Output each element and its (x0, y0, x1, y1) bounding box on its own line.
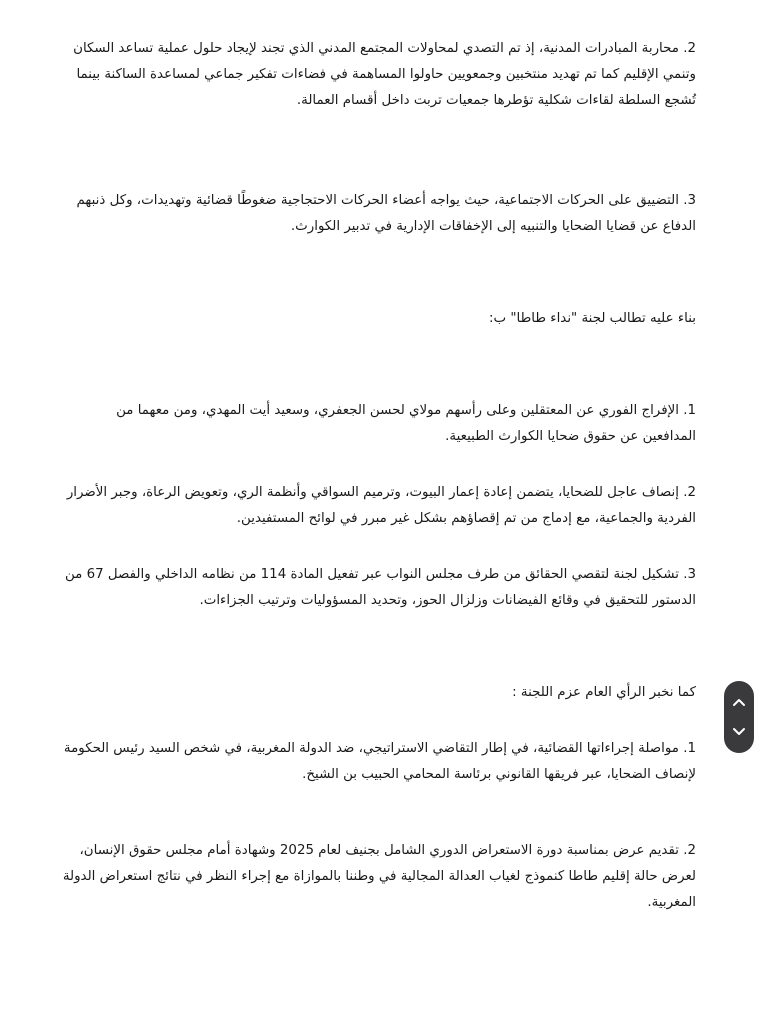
spacer (60, 240, 696, 306)
chevron-down-icon[interactable] (732, 727, 746, 737)
spacer (60, 706, 696, 736)
paragraph-demand-compensation: 2. إنصاف عاجل للضحايا، يتضمن إعادة إعمار البيوت، وترميم السواقي وأنظمة الري، وتعويض الرعاة، وجبر الأضرار الفردية والجماعية، مع إدماج من تم إقصاؤهم بشكل غير مبرر في لوائح المستفيدين. (66, 485, 696, 526)
spacer (60, 114, 696, 188)
paragraph-committee-intent: كما نخبر الرأي العام عزم اللجنة : (512, 685, 696, 700)
document-page (60, 36, 696, 916)
chevron-up-icon[interactable] (732, 697, 746, 707)
spacer (60, 788, 696, 838)
spacer (60, 614, 696, 680)
paragraph-demands-intro: بناء عليه تطالب لجنة "نداء طاطا" ب: (489, 311, 696, 326)
paragraph-social-movements: 3. التضييق على الحركات الاجتماعية، حيث يواجه أعضاء الحركات الاحتجاجية ضغوطًا قضائية وتهديدات، وكل ذنبهم الدفاع عن قضايا الضحايا والتنبيه إلى الإخفاقات الإدارية في تدبير الكوارث. (76, 193, 696, 234)
paragraph-demand-release: 1. الإفراج الفوري عن المعتقلين وعلى رأسهم مولاي لحسن الجعفري، وسعيد أيت المهدي، ومن معهما من المدافعين عن حقوق ضحايا الكوارث الطبيعية. (116, 403, 696, 444)
paragraph-upr-geneva: 2. تقديم عرض بمناسبة دورة الاستعراض الدوري الشامل بجنيف لعام 2025 وشهادة أمام مجلس حقوق الإنسان، لعرض حالة إقليم طاطا كنموذج لغياب العدالة المجالية في وطننا بالموازاة مع إجراء النظر في نتائج استعراض الدولة المغربية. (62, 843, 696, 910)
paragraph-demand-inquiry: 3. تشكيل لجنة لتقصي الحقائق من طرف مجلس النواب عبر تفعيل المادة 114 من نظامه الداخلي والفصل 67 من الدستور للتحقيق في وقائع الفيضانات وزلزال الحوز، وتحديد المسؤوليات وترتيب الجزاءات. (64, 567, 696, 608)
page-scroll-control (724, 681, 754, 753)
spacer (60, 450, 696, 480)
spacer (60, 332, 696, 398)
paragraph-legal-action: 1. مواصلة إجراءاتها القضائية، في إطار التقاضي الاستراتيجي، ضد الدولة المغربية، في شخص السيد رئيس الحكومة لإنصاف الضحايا، عبر فريقها القانوني برئاسة المحامي الحبيب بن الشيخ. (63, 741, 696, 782)
paragraph-civic-initiatives: 2. محاربة المبادرات المدنية، إذ تم التصدي لمحاولات المجتمع المدني الذي تجند لإيجاد حلول عملية تساعد السكان وتنمي الإقليم كما تم تهديد منتخبين وجمعويين حاولوا المساهمة في فضاءات تفكير جماعي لمساعدة الساكنة بينما تُشجع السلطة لقاءات شكلية تؤطرها جمعيات تربت داخل أقسام العمالة. (73, 41, 696, 108)
spacer (60, 532, 696, 562)
